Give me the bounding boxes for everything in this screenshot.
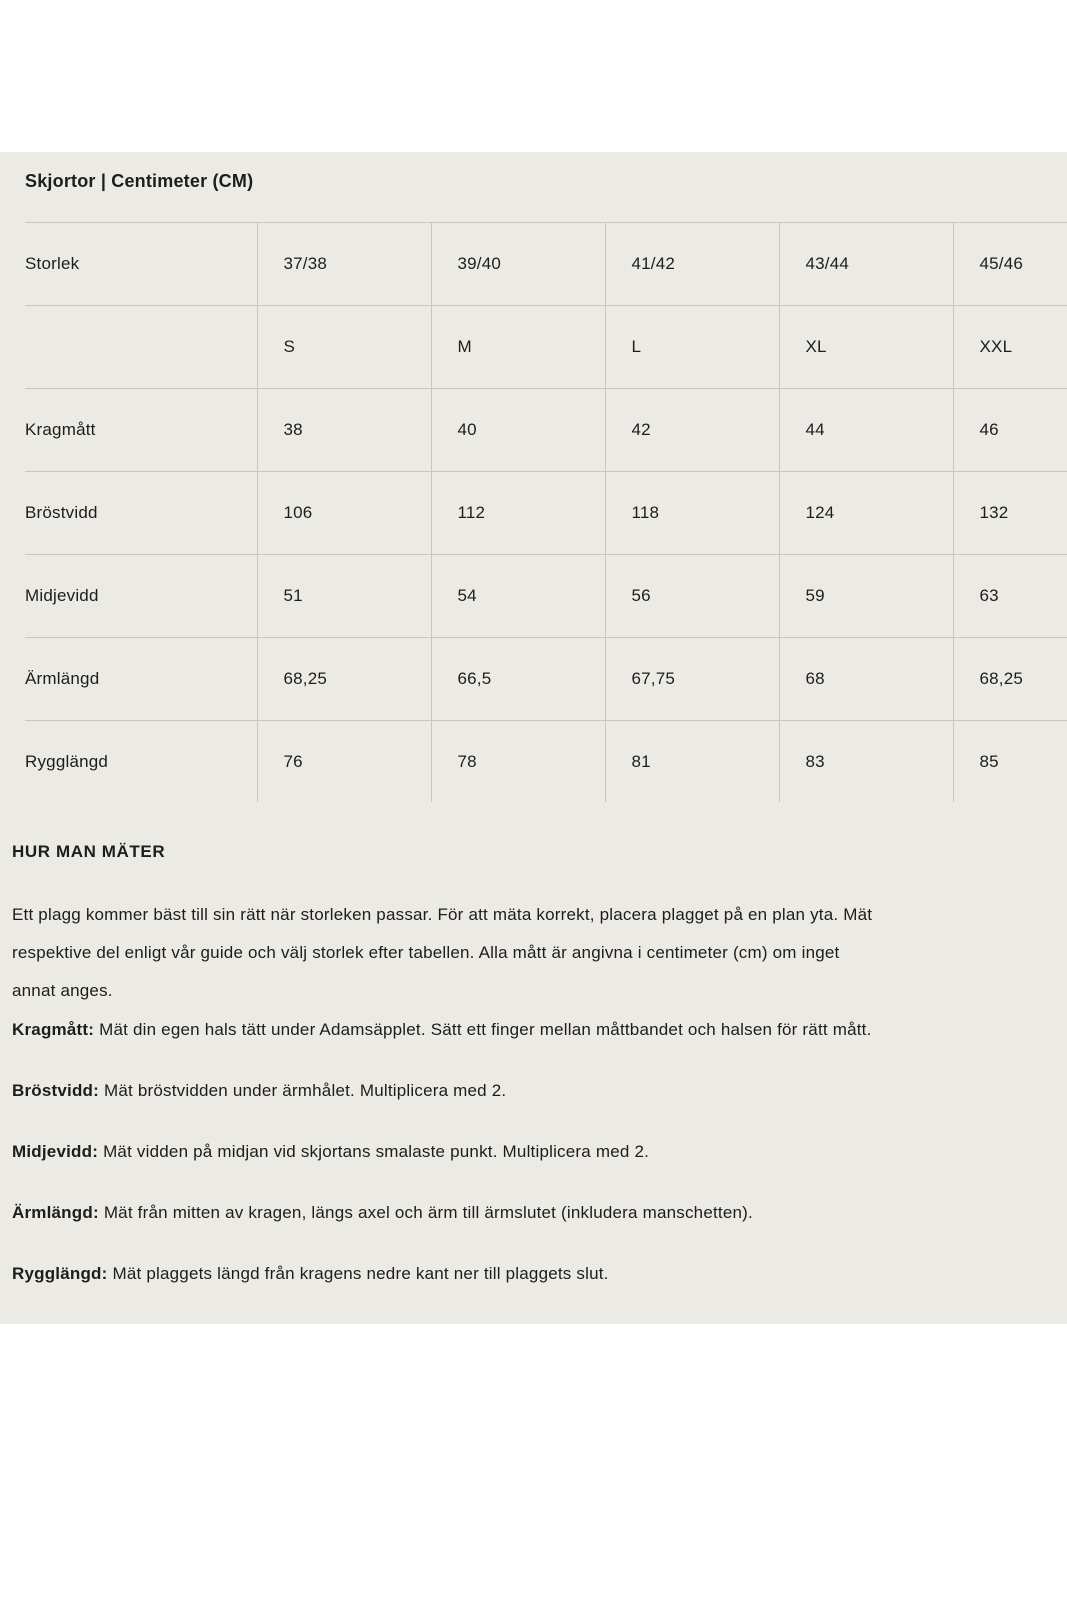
size-table-wrapper bbox=[25, 222, 1067, 802]
row-label: Kragmått bbox=[25, 389, 257, 472]
value-cell: XXL bbox=[953, 306, 1067, 389]
guide-item-brostvidd bbox=[12, 1080, 1052, 1102]
value-cell: 83 bbox=[779, 721, 953, 803]
value-cell: 51 bbox=[257, 555, 431, 638]
value-cell: 67,75 bbox=[605, 638, 779, 721]
value-cell: 66,5 bbox=[431, 638, 605, 721]
value-cell: 85 bbox=[953, 721, 1067, 803]
value-cell: 112 bbox=[431, 472, 605, 555]
value-cell: L bbox=[605, 306, 779, 389]
guide-item-label: Ärmlängd: bbox=[12, 1203, 99, 1222]
row-label: Midjevidd bbox=[25, 555, 257, 638]
value-cell: 37/38 bbox=[257, 223, 431, 306]
guide-item-text: Mät från mitten av kragen, längs axel och ärm till ärmslutet (inkludera manschetten). bbox=[103, 1203, 753, 1222]
value-cell: 41/42 bbox=[605, 223, 779, 306]
row-label: Bröstvidd bbox=[25, 472, 257, 555]
size-table bbox=[25, 222, 1067, 802]
page-title: Skjortor | Centimeter (CM) bbox=[25, 171, 254, 191]
guide-item-label: Rygglängd: bbox=[12, 1264, 108, 1283]
value-cell: 59 bbox=[779, 555, 953, 638]
intro-line: annat anges. bbox=[12, 981, 113, 1000]
intro-line: respektive del enligt vår guide och välj storlek efter tabellen. Alla mått är angivna i centimeter (cm) om inget bbox=[12, 943, 840, 962]
value-cell: 38 bbox=[257, 389, 431, 472]
value-cell: 132 bbox=[953, 472, 1067, 555]
intro-line: Ett plagg kommer bäst till sin rätt när storleken passar. För att mäta korrekt, placera plagget på en plan yta. Mät bbox=[12, 905, 873, 924]
value-cell: XL bbox=[779, 306, 953, 389]
value-cell: 54 bbox=[431, 555, 605, 638]
guide-item-label: Bröstvidd: bbox=[12, 1081, 99, 1100]
guide-item-text: Mät din egen hals tätt under Adamsäpplet. Sätt ett finger mellan måttbandet och halsen för rätt mått. bbox=[99, 1020, 872, 1039]
value-cell: 44 bbox=[779, 389, 953, 472]
guide-item-text: Mät bröstvidden under ärmhålet. Multiplicera med 2. bbox=[104, 1081, 507, 1100]
value-cell: 118 bbox=[605, 472, 779, 555]
guide-item-text: Mät vidden på midjan vid skjortans smalaste punkt. Multiplicera med 2. bbox=[103, 1142, 650, 1161]
value-cell: 45/46 bbox=[953, 223, 1067, 306]
table-row-rygglangd bbox=[25, 721, 1067, 803]
value-cell: 106 bbox=[257, 472, 431, 555]
table-row-storlek bbox=[25, 223, 1067, 306]
measuring-guide-heading: HUR MAN MÄTER bbox=[12, 842, 166, 861]
guide-item-rygglangd bbox=[12, 1263, 1052, 1285]
row-label: Storlek bbox=[25, 223, 257, 306]
value-cell: 76 bbox=[257, 721, 431, 803]
guide-item-text: Mät plaggets längd från kragens nedre kant ner till plaggets slut. bbox=[112, 1264, 609, 1283]
value-cell: 63 bbox=[953, 555, 1067, 638]
value-cell: 46 bbox=[953, 389, 1067, 472]
value-cell: 43/44 bbox=[779, 223, 953, 306]
value-cell: 68,25 bbox=[257, 638, 431, 721]
value-cell: 124 bbox=[779, 472, 953, 555]
value-cell: 78 bbox=[431, 721, 605, 803]
guide-item-kragmatt bbox=[12, 1019, 1052, 1041]
row-label: Ärmlängd bbox=[25, 638, 257, 721]
value-cell: 68 bbox=[779, 638, 953, 721]
value-cell: M bbox=[431, 306, 605, 389]
guide-item-label: Midjevidd: bbox=[12, 1142, 99, 1161]
table-row-kragmatt bbox=[25, 389, 1067, 472]
value-cell: 40 bbox=[431, 389, 605, 472]
table-row-brostvidd bbox=[25, 472, 1067, 555]
row-label: Rygglängd bbox=[25, 721, 257, 803]
value-cell: 81 bbox=[605, 721, 779, 803]
value-cell: 56 bbox=[605, 555, 779, 638]
row-label bbox=[25, 306, 257, 389]
value-cell: S bbox=[257, 306, 431, 389]
value-cell: 42 bbox=[605, 389, 779, 472]
measuring-guide-intro bbox=[12, 896, 1042, 1010]
value-cell: 68,25 bbox=[953, 638, 1067, 721]
table-row-armlangd bbox=[25, 638, 1067, 721]
size-guide-section bbox=[0, 152, 1067, 1324]
guide-item-armlangd bbox=[12, 1202, 1052, 1224]
guide-item-midjevidd bbox=[12, 1141, 1052, 1163]
table-row-size-letters bbox=[25, 306, 1067, 389]
table-row-midjevidd bbox=[25, 555, 1067, 638]
guide-item-label: Kragmått: bbox=[12, 1020, 95, 1039]
value-cell: 39/40 bbox=[431, 223, 605, 306]
